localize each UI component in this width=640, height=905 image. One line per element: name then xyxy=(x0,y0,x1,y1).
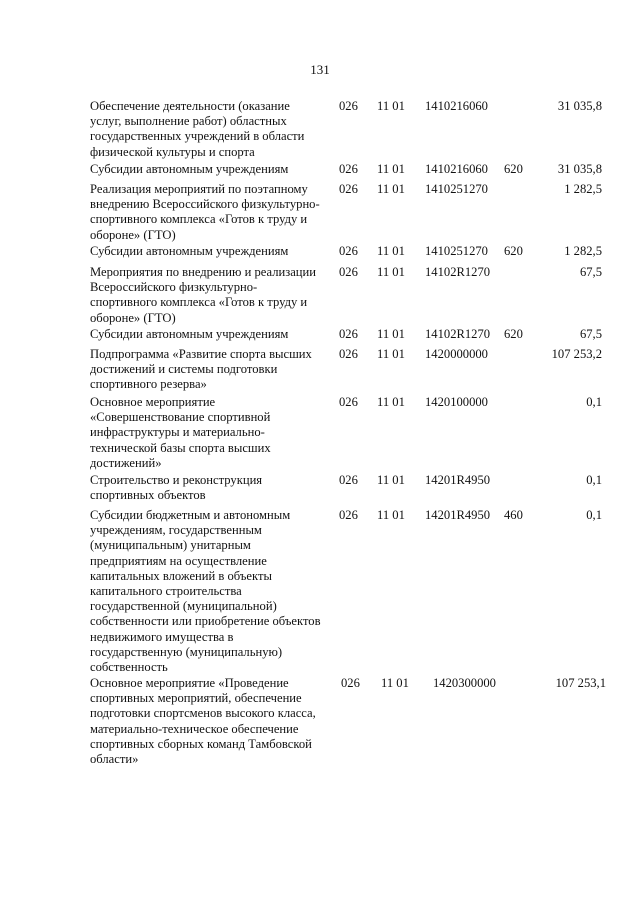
row-section-code: 11 01 xyxy=(377,162,405,176)
row-sum: 67,5 xyxy=(579,327,602,341)
row-name: Субсидии бюджетным и автономным учреждениям, государственным (муниципальным) унитарным предприятиям на осуществление капитальных вложений в объекты капитального строительства государственной (муниципальной) собственности или приобретение объектов недвижимого имущества в государственную (муниципальную) собственность xyxy=(90,508,321,675)
row-section-code: 11 01 xyxy=(377,265,405,279)
row-target-code: 1410216060 xyxy=(425,162,488,176)
row-expense-type: 460 xyxy=(504,508,523,522)
row-sum: 107 253,1 xyxy=(555,676,606,690)
row-sum: 1 282,5 xyxy=(564,244,602,258)
row-section-code: 11 01 xyxy=(377,395,405,409)
row-ved-code: 026 xyxy=(339,182,358,196)
row-section-code: 11 01 xyxy=(377,327,405,341)
row-sum: 67,5 xyxy=(579,265,602,279)
row-section-code: 11 01 xyxy=(377,508,405,522)
row-name: Субсидии автономным учреждениям xyxy=(90,327,289,341)
row-ved-code: 026 xyxy=(339,395,358,409)
row-target-code: 14201R4950 xyxy=(425,473,491,487)
row-name: Субсидии автономным учреждениям xyxy=(90,162,289,176)
row-name: Субсидии автономным учреждениям xyxy=(90,244,289,258)
row-name: Обеспечение деятельности (оказание услуг, выполнение работ) областных государственных учреждений в области физической культуры и спорта xyxy=(90,99,305,159)
row-target-code: 1420000000 xyxy=(425,347,488,361)
row-sum: 1 282,5 xyxy=(564,182,602,196)
row-expense-type: 620 xyxy=(504,162,523,176)
row-target-code: 1410216060 xyxy=(425,99,488,113)
row-target-code: 1410251270 xyxy=(425,244,488,258)
row-expense-type: 620 xyxy=(504,327,523,341)
row-section-code: 11 01 xyxy=(377,244,405,258)
row-target-code: 1420100000 xyxy=(425,395,488,409)
row-sum: 107 253,2 xyxy=(551,347,602,361)
row-target-code: 14102R1270 xyxy=(425,327,491,341)
row-name: Подпрограмма «Развитие спорта высших достижений и системы подготовки спортивного резерва» xyxy=(90,347,312,392)
row-name: Строительство и реконструкция спортивных объектов xyxy=(90,473,263,503)
row-ved-code: 026 xyxy=(339,508,358,522)
row-ved-code: 026 xyxy=(339,244,358,258)
row-ved-code: 026 xyxy=(339,327,358,341)
row-target-code: 14102R1270 xyxy=(425,265,491,279)
row-name: Реализация мероприятий по поэтапному внедрению Всероссийского физкультурно-спортивного комплекса «Готов к труду и обороне» (ГТО) xyxy=(90,182,320,242)
row-ved-code: 026 xyxy=(341,676,360,690)
row-target-code: 1410251270 xyxy=(425,182,488,196)
row-name: Мероприятия по внедрению и реализации Всероссийского физкультурно-спортивного комплекса «Готов к труду и обороне» (ГТО) xyxy=(90,265,317,325)
row-ved-code: 026 xyxy=(339,265,358,279)
row-ved-code: 026 xyxy=(339,162,358,176)
row-target-code: 14201R4950 xyxy=(425,508,491,522)
page-number: 131 xyxy=(310,62,330,77)
row-expense-type: 620 xyxy=(504,244,523,258)
row-target-code: 1420300000 xyxy=(433,676,496,690)
row-sum: 0,1 xyxy=(586,473,602,487)
row-sum: 0,1 xyxy=(586,508,602,522)
row-section-code: 11 01 xyxy=(381,676,409,690)
row-section-code: 11 01 xyxy=(377,182,405,196)
row-section-code: 11 01 xyxy=(377,347,405,361)
row-section-code: 11 01 xyxy=(377,473,405,487)
row-ved-code: 026 xyxy=(339,473,358,487)
row-name: Основное мероприятие «Проведение спортивных мероприятий, обеспечение подготовки спортсменов высокого класса, материально-техническое обеспечение спортивных сборных команд Тамбовской области» xyxy=(90,676,316,767)
row-ved-code: 026 xyxy=(339,347,358,361)
row-section-code: 11 01 xyxy=(377,99,405,113)
row-name: Основное мероприятие «Совершенствование спортивной инфраструктуры и материально-технической базы спорта высших достижений» xyxy=(90,395,271,470)
row-sum: 31 035,8 xyxy=(557,162,602,176)
row-sum: 31 035,8 xyxy=(557,99,602,113)
row-sum: 0,1 xyxy=(586,395,602,409)
row-ved-code: 026 xyxy=(339,99,358,113)
